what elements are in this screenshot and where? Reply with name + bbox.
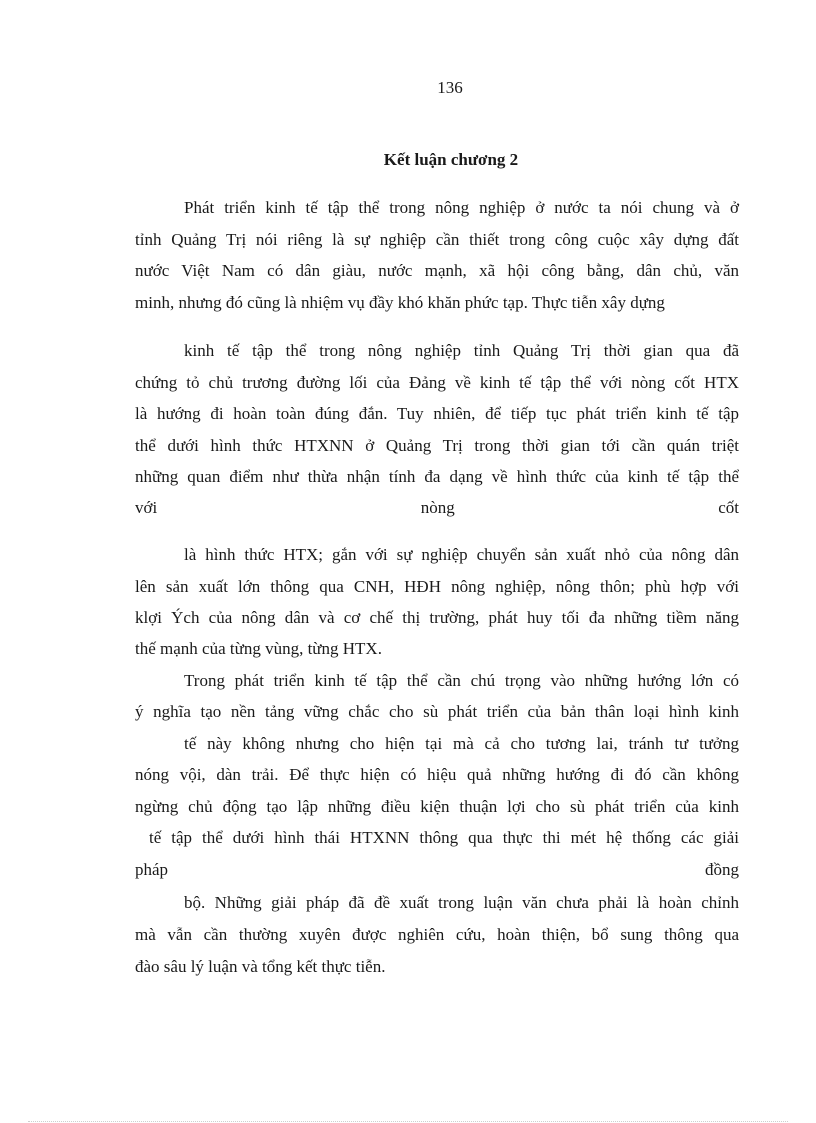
chapter-title: Kết luận chương 2 <box>383 150 519 169</box>
text-line: những quan điểm như thừa nhận tính đa dạng về hình thức của kinh tế tập thể <box>135 467 739 486</box>
text-line: lên sản xuất lớn thông qua CNH, HĐH nông nghiệp, nông thôn; phù hợp với <box>135 577 739 596</box>
text-line: nước Việt Nam có dân giàu, nước mạnh, xã hội công bằng, dân chủ, văn <box>135 261 739 280</box>
text-line: tế này không nhưng cho hiện tại mà cả cho tương lai, tránh tư tưởng <box>184 734 739 753</box>
text-line: nóng vội, dàn trải. Để thực hiện có hiệu quả những hướng đi đó cần không <box>135 765 739 784</box>
text-line: mà vẫn cần thường xuyên được nghiên cứu, hoàn thiện, bổ sung thông qua <box>135 925 739 944</box>
text-line: tỉnh Quảng Trị nói riêng là sự nghiệp cần thiết trong công cuộc xây dựng đất <box>135 230 739 249</box>
text-line: với nòng cốt <box>135 498 739 517</box>
text-line: pháp đồng <box>135 860 739 879</box>
text-line: đào sâu lý luận và tổng kết thực tiễn. <box>135 957 386 976</box>
text-line: là hướng đi hoàn toàn đúng đắn. Tuy nhiên, để tiếp tục phát triển kinh tế tập <box>135 404 739 423</box>
text-line: kinh tế tập thể trong nông nghiệp tỉnh Quảng Trị thời gian qua đã <box>184 341 739 360</box>
text-line: Trong phát triển kinh tế tập thể cần chú trọng vào những hướng lớn có <box>184 671 739 690</box>
text-line: Phát triển kinh tế tập thể trong nông nghiệp ở nước ta nói chung và ở <box>184 198 739 217</box>
text-line: là hình thức HTX; gắn với sự nghiệp chuyển sản xuất nhỏ của nông dân <box>184 545 739 564</box>
text-line: minh, nhưng đó cũng là nhiệm vụ đầy khó khăn phức tạp. Thực tiễn xây dựng <box>135 293 665 312</box>
text-line: ý nghĩa tạo nền tảng vững chắc cho sù phát triển của bản thân loại hình kinh <box>135 702 739 721</box>
text-line: thế mạnh của từng vùng, từng HTX. <box>135 639 382 658</box>
text-line: thể dưới hình thức HTXNN ở Quảng Trị trong thời gian tới cần quán triệt <box>135 436 739 455</box>
text-line: tế tập thể dưới hình thái HTXNN thông qua thực thi mét hệ thống các giải <box>149 828 739 847</box>
page-bottom-border <box>28 1121 788 1122</box>
text-line: klợi Ých của nông dân và cơ chế thị trường, phát huy tối đa những tiềm năng <box>135 608 739 627</box>
page-number: 136 <box>437 78 463 97</box>
text-line: bộ. Những giải pháp đã đề xuất trong luận văn chưa phải là hoàn chỉnh <box>184 893 739 912</box>
text-line: ngừng chủ động tạo lập những điều kiện thuận lợi cho sù phát triển của kinh <box>135 797 739 816</box>
text-line: chứng tỏ chủ trương đường lối của Đảng về kinh tế tập thể với nòng cốt HTX <box>135 373 739 392</box>
